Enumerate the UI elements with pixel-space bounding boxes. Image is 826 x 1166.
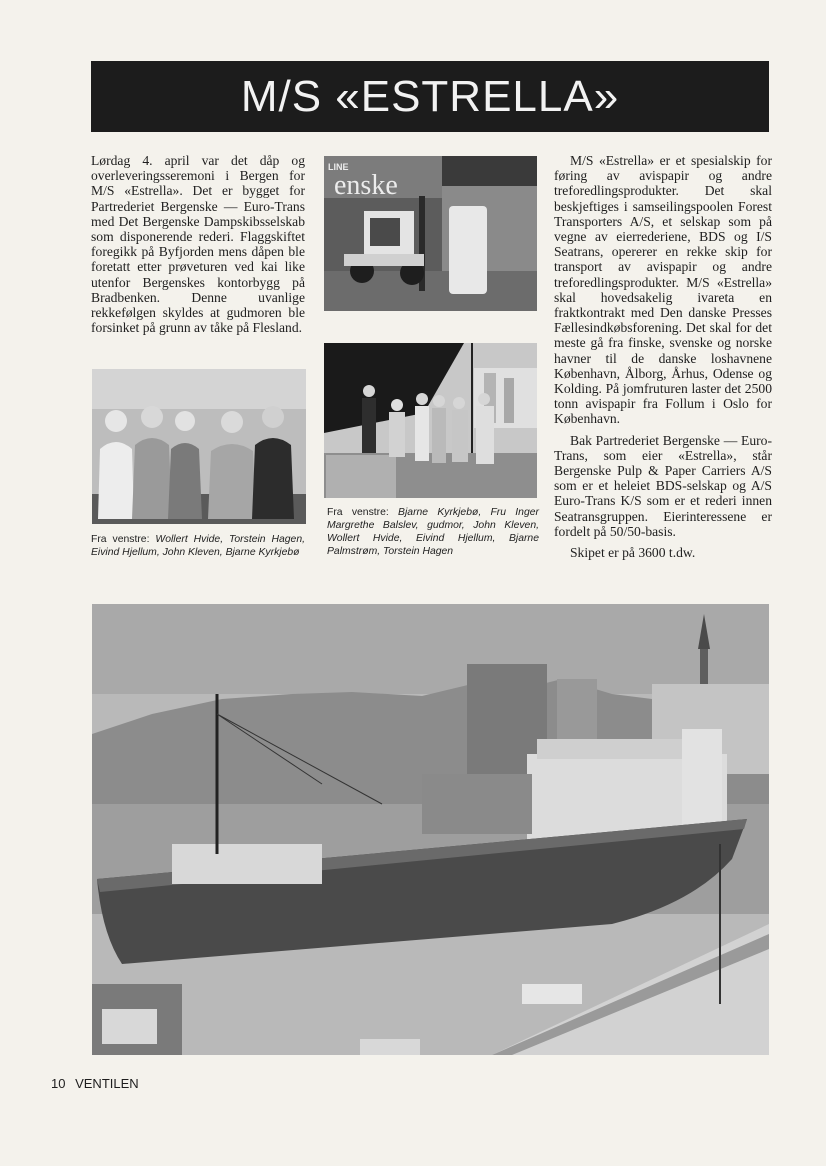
photo-ceremony xyxy=(324,343,537,498)
page-title: M/S «ESTRELLA» xyxy=(240,71,620,121)
tonnage-paragraph: Skipet er på 3600 t.dw. xyxy=(570,545,696,561)
page-number: 10 xyxy=(51,1076,66,1091)
caption-lead: Fra venstre: xyxy=(91,534,150,545)
intro-paragraph: Lørdag 4. april var det dåp og overleveringsseremoni i Bergen for M/S «Estrella». Det er bygget for Partrederiet Bergenske — Euro-Trans med Det Bergenske Dampskibsselskab som disponerende rederi. Flaggskiftet foregikk på Byfjorden mens dåpen ble foretatt etter prøveturen ved kai like utenfor Bergenskes kontorbygg på Bradbenken. Denne uvanlige rekkefølgen skyldes at gudmoren ble forsinket på grunn av tåke på Flesland. xyxy=(91,153,305,336)
ship-description-paragraph: M/S «Estrella» er et spesialskip for føring av avispapir og andre treforedlingsprodukter. Det skal beskjeftiges i samseilingspoolen Forest Transporters A/S, et selskap som på vegne av eierrederiene, BDS og I/S Seatrans, opererer en rekke skip for transport av avispapir og andre treforedlingsprodukter. M/S «Estrella» skal hovedsakelig ivareta en fraktkontrakt med Den danske Presses Fællesindkøbsforening. Det skal for det meste gå fra finske, svenske og norske havner til de danske loshavnene København, Ålborg, Århus, Odense og Kolding. På jomfruturen laster det 2500 tonn avispapir fra Follum i Oslo for København. xyxy=(554,153,772,427)
caption-names: Wollert Hvide, Torstein Hagen, Eivind Hjellum, John Kleven, Bjarne Kyrkjebø xyxy=(91,534,306,558)
page-footer xyxy=(51,1076,139,1091)
caption-lead: Fra venstre: xyxy=(327,507,389,518)
photo-five-men xyxy=(92,369,306,524)
caption-ceremony xyxy=(327,506,539,558)
caption-five-men xyxy=(91,533,305,559)
caption-names: Bjarne Kyrkjebø, Fru Inger Margrethe Balslev, gudmor, John Kleven, Wollert Hvide, Eivind Hjellum, Bjarne Palmstrøm, Torstein Hagen xyxy=(327,507,539,557)
ownership-paragraph: Bak Partrederiet Bergenske — Euro-Trans, som eier «Estrella», står Bergenske Pulp & Paper Carriers A/S som er et heleiet BDS-selskap og A/S Euro-Trans K/S som er et rederi innen Seatransgruppen. Eierinteressene er fordelt på 50/50-basis. xyxy=(554,432,772,539)
title-bar xyxy=(91,61,769,132)
banner-line-text: LINE xyxy=(328,162,349,172)
column-right xyxy=(554,153,772,560)
photo-forklift xyxy=(324,156,537,311)
magazine-name: VENTILEN xyxy=(75,1076,139,1091)
column-left xyxy=(91,153,305,335)
photo-ship-estrella xyxy=(92,604,769,1055)
banner-text: enske xyxy=(334,170,398,201)
